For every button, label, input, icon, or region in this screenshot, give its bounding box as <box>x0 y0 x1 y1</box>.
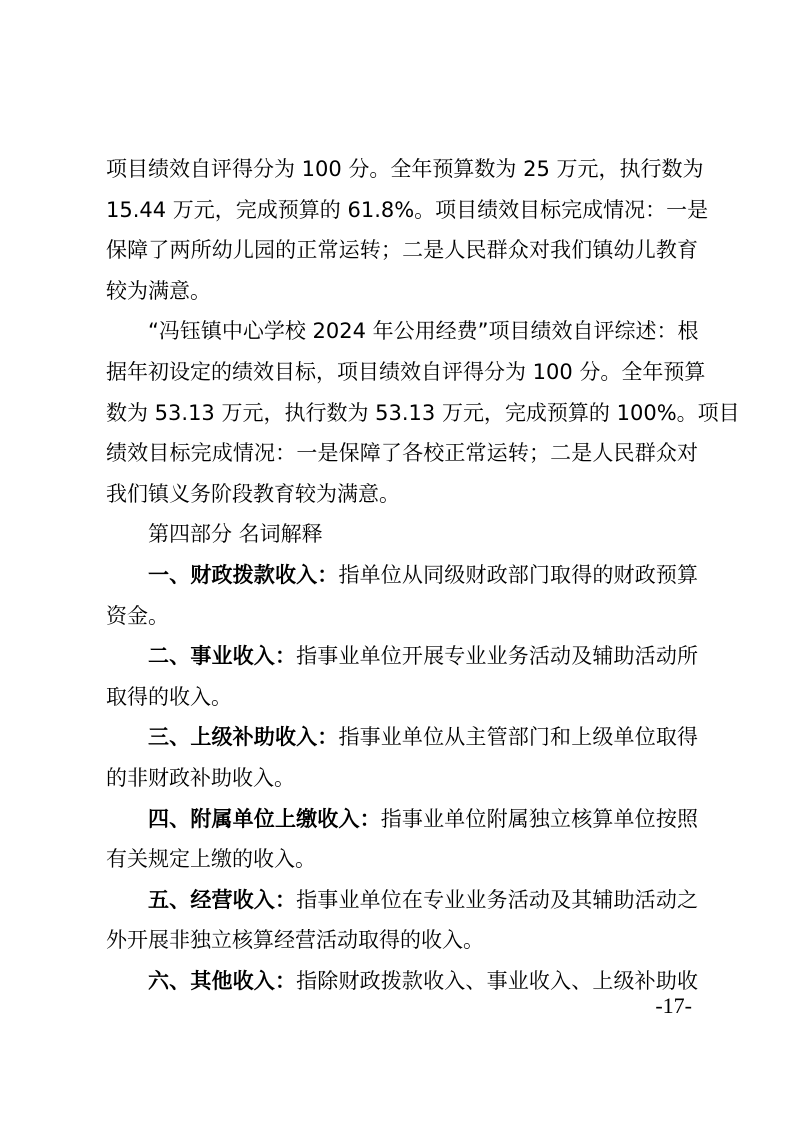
text-line <box>106 961 698 1002</box>
text-line: 的非财政补助收入。 <box>106 765 295 790</box>
definition-fiscal-appropriation <box>106 555 698 636</box>
text-line <box>106 880 698 921</box>
definition-business-income <box>106 636 698 717</box>
performance-paragraph-public-funds <box>106 311 740 514</box>
text-line: 取得的收入。 <box>106 684 232 709</box>
term-label: 二、事业收入： <box>148 644 297 669</box>
text-line: 有关规定上缴的收入。 <box>106 847 316 872</box>
performance-paragraph-kindergarten <box>106 149 709 311</box>
text-line: 较为满意。 <box>106 278 211 303</box>
term-definition: 指单位从同级财政部门取得的财政预算 <box>338 562 699 587</box>
term-definition: 指事业单位附属独立核算单位按照 <box>380 806 699 831</box>
text-line: 绩效目标完成情况：一是保障了各校正常运转；二是人民群众对 <box>106 441 698 466</box>
term-label: 三、上级补助收入： <box>148 725 339 750</box>
term-label: 五、经营收入： <box>148 887 297 912</box>
term-label: 六、其他收入： <box>148 968 297 993</box>
text-line: 资金。 <box>106 603 169 628</box>
section-title: 第四部分 名词解释 <box>148 522 323 547</box>
page-number: -17- <box>655 993 692 1018</box>
term-definition: 指事业单位从主管部门和上级单位取得 <box>338 725 699 750</box>
term-definition: 指事业单位开展专业业务活动及辅助活动所 <box>296 644 699 669</box>
definition-superior-subsidy <box>106 717 698 798</box>
definition-affiliated-remittance <box>106 799 698 880</box>
text-line: 据年初设定的绩效目标，项目绩效自评得分为 100 分。全年预算 <box>106 359 706 384</box>
text-line: 我们镇义务阶段教育较为满意。 <box>106 481 400 506</box>
text-line: 保障了两所幼儿园的正常运转；二是人民群众对我们镇幼儿教育 <box>106 238 698 263</box>
term-definition: 指事业单位在专业业务活动及其辅助活动之 <box>296 887 699 912</box>
text-line: 外开展非独立核算经营活动取得的收入。 <box>106 928 484 953</box>
text-line: 项目绩效自评得分为 100 分。全年预算数为 25 万元，执行数为 <box>106 157 704 181</box>
term-label: 一、财政拨款收入： <box>148 562 339 587</box>
text-line: “冯钰镇中心学校 2024 年公用经费”项目绩效自评综述：根 <box>148 319 699 344</box>
text-line <box>106 717 698 758</box>
term-definition: 指除财政拨款收入、事业收入、上级补助收 <box>296 968 699 993</box>
text-line: 15.44 万元，完成预算的 61.8%。项目绩效目标完成情况：一是 <box>106 197 709 222</box>
term-label: 四、附属单位上缴收入： <box>148 806 381 831</box>
definition-operating-income <box>106 880 698 961</box>
text-line <box>106 636 698 677</box>
text-line <box>106 555 698 596</box>
text-line: 数为 53.13 万元，执行数为 53.13 万元，完成预算的 100%。项目 <box>106 400 740 425</box>
document-body <box>106 149 740 1001</box>
definition-other-income <box>106 961 698 1002</box>
text-line <box>106 799 698 840</box>
